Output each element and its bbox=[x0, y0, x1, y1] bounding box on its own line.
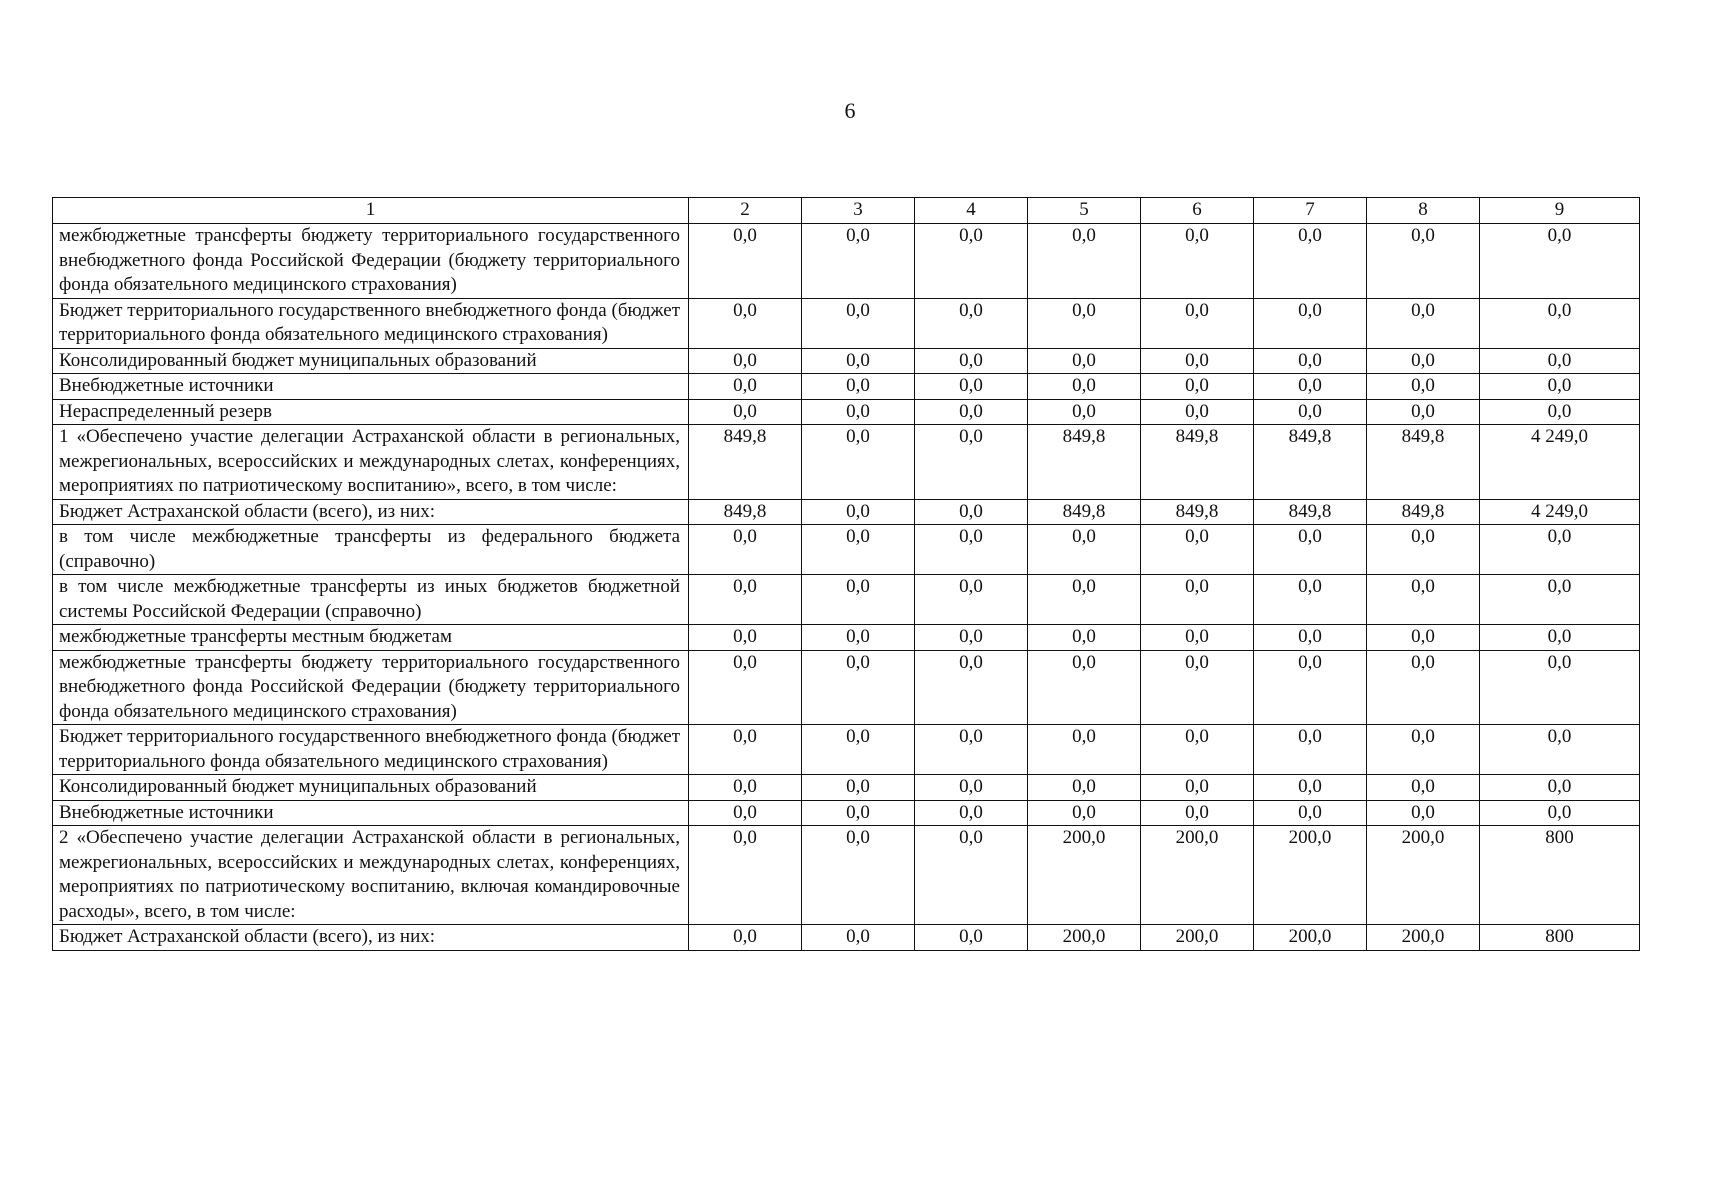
value-cell: 0,0 bbox=[1480, 650, 1640, 725]
table-row bbox=[53, 775, 1640, 801]
table-row bbox=[53, 374, 1640, 400]
value-cell: 0,0 bbox=[802, 298, 915, 348]
value-cell: 0,0 bbox=[1367, 348, 1480, 374]
header-row bbox=[53, 198, 1640, 224]
value-cell: 200,0 bbox=[1141, 925, 1254, 951]
column-header: 3 bbox=[802, 198, 915, 224]
value-cell: 0,0 bbox=[1141, 725, 1254, 775]
value-cell: 0,0 bbox=[1141, 374, 1254, 400]
column-header: 5 bbox=[1028, 198, 1141, 224]
value-cell: 0,0 bbox=[1028, 525, 1141, 575]
column-header: 1 bbox=[53, 198, 689, 224]
value-cell: 0,0 bbox=[802, 525, 915, 575]
value-cell: 0,0 bbox=[689, 826, 802, 925]
value-cell: 849,8 bbox=[1254, 499, 1367, 525]
value-cell: 0,0 bbox=[1367, 625, 1480, 651]
value-cell: 0,0 bbox=[1141, 575, 1254, 625]
value-cell: 0,0 bbox=[1028, 800, 1141, 826]
column-header: 8 bbox=[1367, 198, 1480, 224]
value-cell: 0,0 bbox=[1141, 775, 1254, 801]
value-cell: 0,0 bbox=[1254, 575, 1367, 625]
value-cell: 4 249,0 bbox=[1480, 425, 1640, 500]
value-cell: 0,0 bbox=[1141, 224, 1254, 299]
value-cell: 0,0 bbox=[1254, 625, 1367, 651]
value-cell: 0,0 bbox=[1254, 775, 1367, 801]
value-cell: 0,0 bbox=[915, 650, 1028, 725]
row-label: Консолидированный бюджет муниципальных образований bbox=[53, 775, 689, 801]
value-cell: 0,0 bbox=[689, 800, 802, 826]
value-cell: 0,0 bbox=[1028, 298, 1141, 348]
value-cell: 0,0 bbox=[1028, 625, 1141, 651]
value-cell: 0,0 bbox=[1254, 298, 1367, 348]
value-cell: 0,0 bbox=[689, 399, 802, 425]
row-label: межбюджетные трансферты бюджету территориального государственного внебюджетного фонда Российской Федерации (бюджету территориального фонда обязательного медицинского страхования) bbox=[53, 224, 689, 299]
value-cell: 200,0 bbox=[1367, 826, 1480, 925]
value-cell: 200,0 bbox=[1141, 826, 1254, 925]
value-cell: 0,0 bbox=[1480, 525, 1640, 575]
value-cell: 0,0 bbox=[1028, 725, 1141, 775]
value-cell: 0,0 bbox=[802, 925, 915, 951]
value-cell: 0,0 bbox=[689, 575, 802, 625]
value-cell: 0,0 bbox=[1367, 725, 1480, 775]
value-cell: 0,0 bbox=[1028, 650, 1141, 725]
value-cell: 0,0 bbox=[915, 826, 1028, 925]
value-cell: 0,0 bbox=[1367, 775, 1480, 801]
value-cell: 200,0 bbox=[1367, 925, 1480, 951]
value-cell: 0,0 bbox=[689, 650, 802, 725]
table-row bbox=[53, 826, 1640, 925]
row-label: 1 «Обеспечено участие делегации Астраханской области в региональных, межрегиональных, всероссийских и международных слетах, конференциях, мероприятиях по патриотическому воспитанию», всего, в том числе: bbox=[53, 425, 689, 500]
row-label: межбюджетные трансферты бюджету территориального государственного внебюджетного фонда Российской Федерации (бюджету территориального фонда обязательного медицинского страхования) bbox=[53, 650, 689, 725]
value-cell: 0,0 bbox=[915, 925, 1028, 951]
value-cell: 0,0 bbox=[1028, 399, 1141, 425]
column-header: 4 bbox=[915, 198, 1028, 224]
value-cell: 0,0 bbox=[802, 775, 915, 801]
column-header: 6 bbox=[1141, 198, 1254, 224]
value-cell: 0,0 bbox=[802, 826, 915, 925]
value-cell: 0,0 bbox=[1480, 775, 1640, 801]
table-row bbox=[53, 575, 1640, 625]
table-row bbox=[53, 625, 1640, 651]
table-row bbox=[53, 925, 1640, 951]
value-cell: 0,0 bbox=[915, 348, 1028, 374]
value-cell: 0,0 bbox=[1254, 800, 1367, 826]
value-cell: 0,0 bbox=[689, 925, 802, 951]
value-cell: 0,0 bbox=[1028, 575, 1141, 625]
value-cell: 0,0 bbox=[1028, 224, 1141, 299]
value-cell: 0,0 bbox=[689, 725, 802, 775]
value-cell: 200,0 bbox=[1254, 925, 1367, 951]
value-cell: 849,8 bbox=[689, 425, 802, 500]
row-label: Бюджет Астраханской области (всего), из них: bbox=[53, 925, 689, 951]
value-cell: 200,0 bbox=[1028, 925, 1141, 951]
row-label: Внебюджетные источники bbox=[53, 800, 689, 826]
row-label: 2 «Обеспечено участие делегации Астраханской области в региональных, межрегиональных, всероссийских и международных слетах, конференциях, мероприятиях по патриотическому воспитанию, включая командировочные расходы», всего, в том числе: bbox=[53, 826, 689, 925]
value-cell: 849,8 bbox=[1028, 499, 1141, 525]
row-label: Нераспределенный резерв bbox=[53, 399, 689, 425]
table-row bbox=[53, 224, 1640, 299]
row-label: в том числе межбюджетные трансферты из иных бюджетов бюджетной системы Российской Федерации (справочно) bbox=[53, 575, 689, 625]
value-cell: 0,0 bbox=[1480, 348, 1640, 374]
value-cell: 0,0 bbox=[915, 725, 1028, 775]
row-label: Консолидированный бюджет муниципальных образований bbox=[53, 348, 689, 374]
value-cell: 0,0 bbox=[1367, 575, 1480, 625]
value-cell: 0,0 bbox=[1254, 224, 1367, 299]
value-cell: 0,0 bbox=[802, 575, 915, 625]
value-cell: 0,0 bbox=[1367, 525, 1480, 575]
value-cell: 0,0 bbox=[1141, 399, 1254, 425]
value-cell: 0,0 bbox=[689, 374, 802, 400]
value-cell: 0,0 bbox=[802, 399, 915, 425]
value-cell: 0,0 bbox=[915, 298, 1028, 348]
value-cell: 0,0 bbox=[1254, 525, 1367, 575]
value-cell: 0,0 bbox=[1480, 575, 1640, 625]
value-cell: 0,0 bbox=[689, 775, 802, 801]
value-cell: 849,8 bbox=[689, 499, 802, 525]
value-cell: 0,0 bbox=[1480, 800, 1640, 826]
value-cell: 0,0 bbox=[915, 399, 1028, 425]
value-cell: 0,0 bbox=[802, 348, 915, 374]
value-cell: 0,0 bbox=[1141, 800, 1254, 826]
value-cell: 0,0 bbox=[1480, 374, 1640, 400]
value-cell: 0,0 bbox=[1367, 374, 1480, 400]
value-cell: 0,0 bbox=[1254, 399, 1367, 425]
value-cell: 0,0 bbox=[915, 625, 1028, 651]
value-cell: 0,0 bbox=[1480, 725, 1640, 775]
value-cell: 0,0 bbox=[689, 625, 802, 651]
value-cell: 200,0 bbox=[1254, 826, 1367, 925]
value-cell: 800 bbox=[1480, 925, 1640, 951]
value-cell: 0,0 bbox=[1254, 348, 1367, 374]
row-label: Бюджет территориального государственного внебюджетного фонда (бюджет территориального фонда обязательного медицинского страхования) bbox=[53, 725, 689, 775]
value-cell: 0,0 bbox=[1141, 298, 1254, 348]
value-cell: 0,0 bbox=[1254, 725, 1367, 775]
value-cell: 0,0 bbox=[1028, 374, 1141, 400]
page-number: 6 bbox=[844, 98, 856, 123]
budget-table bbox=[52, 197, 1640, 951]
value-cell: 0,0 bbox=[1254, 650, 1367, 725]
value-cell: 0,0 bbox=[915, 525, 1028, 575]
row-label: Внебюджетные источники bbox=[53, 374, 689, 400]
table-row bbox=[53, 650, 1640, 725]
table-row bbox=[53, 800, 1640, 826]
value-cell: 849,8 bbox=[1141, 425, 1254, 500]
value-cell: 849,8 bbox=[1367, 499, 1480, 525]
value-cell: 849,8 bbox=[1367, 425, 1480, 500]
value-cell: 0,0 bbox=[915, 499, 1028, 525]
value-cell: 0,0 bbox=[1367, 298, 1480, 348]
value-cell: 0,0 bbox=[802, 650, 915, 725]
value-cell: 0,0 bbox=[802, 625, 915, 651]
value-cell: 0,0 bbox=[915, 575, 1028, 625]
row-label: в том числе межбюджетные трансферты из федерального бюджета (справочно) bbox=[53, 525, 689, 575]
row-label: межбюджетные трансферты местным бюджетам bbox=[53, 625, 689, 651]
value-cell: 0,0 bbox=[1141, 348, 1254, 374]
value-cell: 0,0 bbox=[802, 374, 915, 400]
value-cell: 0,0 bbox=[689, 224, 802, 299]
table-row bbox=[53, 425, 1640, 500]
value-cell: 0,0 bbox=[915, 425, 1028, 500]
value-cell: 0,0 bbox=[915, 775, 1028, 801]
table-row bbox=[53, 399, 1640, 425]
value-cell: 0,0 bbox=[915, 374, 1028, 400]
value-cell: 0,0 bbox=[1367, 224, 1480, 299]
value-cell: 0,0 bbox=[1480, 625, 1640, 651]
value-cell: 0,0 bbox=[1141, 525, 1254, 575]
value-cell: 0,0 bbox=[1141, 625, 1254, 651]
value-cell: 0,0 bbox=[1028, 775, 1141, 801]
value-cell: 849,8 bbox=[1141, 499, 1254, 525]
value-cell: 0,0 bbox=[1480, 399, 1640, 425]
value-cell: 0,0 bbox=[802, 224, 915, 299]
column-header: 9 bbox=[1480, 198, 1640, 224]
value-cell: 800 bbox=[1480, 826, 1640, 925]
value-cell: 0,0 bbox=[1028, 348, 1141, 374]
value-cell: 849,8 bbox=[1254, 425, 1367, 500]
table-row bbox=[53, 298, 1640, 348]
value-cell: 0,0 bbox=[689, 525, 802, 575]
table-row bbox=[53, 348, 1640, 374]
value-cell: 0,0 bbox=[1254, 374, 1367, 400]
value-cell: 0,0 bbox=[802, 725, 915, 775]
value-cell: 0,0 bbox=[915, 224, 1028, 299]
value-cell: 0,0 bbox=[689, 348, 802, 374]
value-cell: 0,0 bbox=[1367, 800, 1480, 826]
value-cell: 4 249,0 bbox=[1480, 499, 1640, 525]
value-cell: 0,0 bbox=[1367, 399, 1480, 425]
value-cell: 0,0 bbox=[1141, 650, 1254, 725]
value-cell: 0,0 bbox=[689, 298, 802, 348]
table-row bbox=[53, 499, 1640, 525]
value-cell: 0,0 bbox=[802, 425, 915, 500]
value-cell: 0,0 bbox=[802, 499, 915, 525]
value-cell: 0,0 bbox=[1480, 298, 1640, 348]
value-cell: 0,0 bbox=[1367, 650, 1480, 725]
value-cell: 849,8 bbox=[1028, 425, 1141, 500]
column-header: 7 bbox=[1254, 198, 1367, 224]
value-cell: 0,0 bbox=[1480, 224, 1640, 299]
column-header: 2 bbox=[689, 198, 802, 224]
row-label: Бюджет территориального государственного внебюджетного фонда (бюджет территориального фонда обязательного медицинского страхования) bbox=[53, 298, 689, 348]
value-cell: 0,0 bbox=[802, 800, 915, 826]
row-label: Бюджет Астраханской области (всего), из них: bbox=[53, 499, 689, 525]
table-row bbox=[53, 525, 1640, 575]
table-row bbox=[53, 725, 1640, 775]
value-cell: 0,0 bbox=[915, 800, 1028, 826]
value-cell: 200,0 bbox=[1028, 826, 1141, 925]
